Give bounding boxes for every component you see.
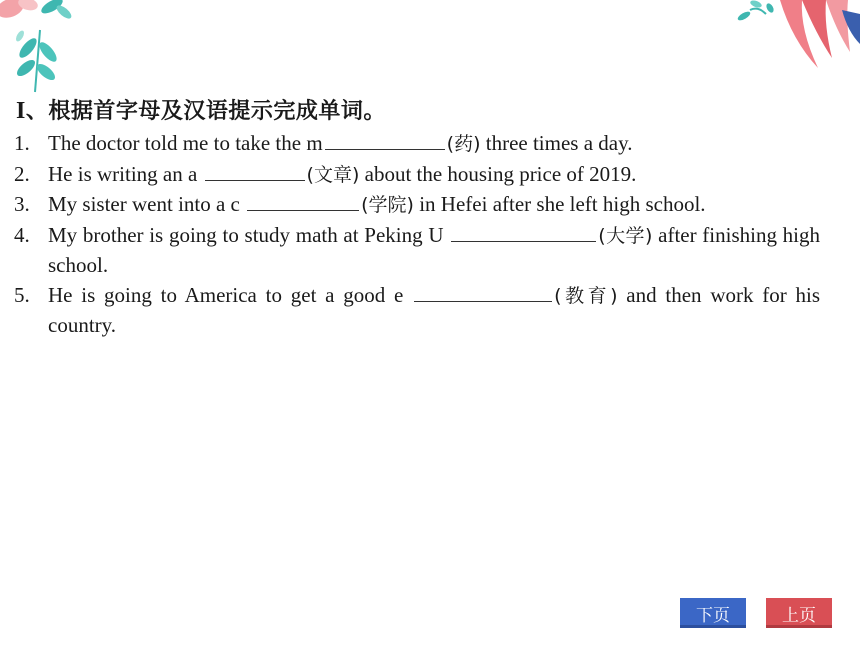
question-text bbox=[48, 221, 820, 281]
answer-blank[interactable] bbox=[414, 281, 552, 302]
question-text bbox=[48, 129, 820, 160]
question-number: 1. bbox=[14, 131, 30, 155]
question-prompt: My sister went into a c bbox=[48, 192, 240, 216]
question-rest: about the housing price of 2019. bbox=[359, 161, 637, 186]
next-page-button[interactable]: 下页 bbox=[680, 598, 746, 628]
question-text bbox=[48, 281, 820, 341]
question-number: 2. bbox=[14, 161, 30, 186]
floral-decoration-left-icon bbox=[0, 0, 90, 95]
question-rest: three times a day. bbox=[480, 131, 633, 155]
question-number: 4. bbox=[14, 222, 30, 247]
chinese-hint: (大学) bbox=[598, 224, 653, 247]
question-4 bbox=[14, 221, 820, 281]
chinese-hint: (文章) bbox=[306, 163, 360, 186]
chinese-hint: (教育) bbox=[554, 284, 618, 307]
question-2 bbox=[14, 160, 820, 191]
answer-blank[interactable] bbox=[325, 129, 445, 150]
answer-blank[interactable] bbox=[247, 190, 359, 211]
question-3 bbox=[14, 190, 820, 221]
question-rest: in Hefei after she left high school. bbox=[413, 192, 706, 216]
answer-blank[interactable] bbox=[205, 160, 305, 181]
previous-page-button[interactable]: 上页 bbox=[766, 598, 832, 628]
exercise-content bbox=[14, 96, 820, 341]
section-title: 、根据首字母及汉语提示完成单词。 bbox=[25, 99, 386, 124]
question-prompt: The doctor told me to take the m bbox=[48, 131, 323, 155]
question-number: 3. bbox=[14, 192, 30, 216]
question-text bbox=[48, 190, 820, 221]
question-rest: after finishing high school. bbox=[48, 222, 821, 277]
question-1 bbox=[14, 129, 820, 160]
question-number: 5. bbox=[14, 282, 30, 307]
question-prompt: My brother is going to study math at Peking U bbox=[48, 222, 444, 247]
answer-blank[interactable] bbox=[451, 221, 596, 242]
question-rest: and then work for his country. bbox=[48, 282, 821, 337]
floral-decoration-right-icon bbox=[730, 0, 860, 75]
question-5 bbox=[14, 281, 820, 341]
chinese-hint: (药) bbox=[446, 133, 481, 155]
section-numeral: I bbox=[16, 98, 26, 124]
section-heading bbox=[16, 96, 820, 127]
question-text bbox=[48, 160, 820, 191]
chinese-hint: (学院) bbox=[361, 194, 414, 216]
question-prompt: He is writing an a bbox=[48, 161, 198, 186]
question-prompt: He is going to America to get a good e bbox=[48, 282, 404, 307]
